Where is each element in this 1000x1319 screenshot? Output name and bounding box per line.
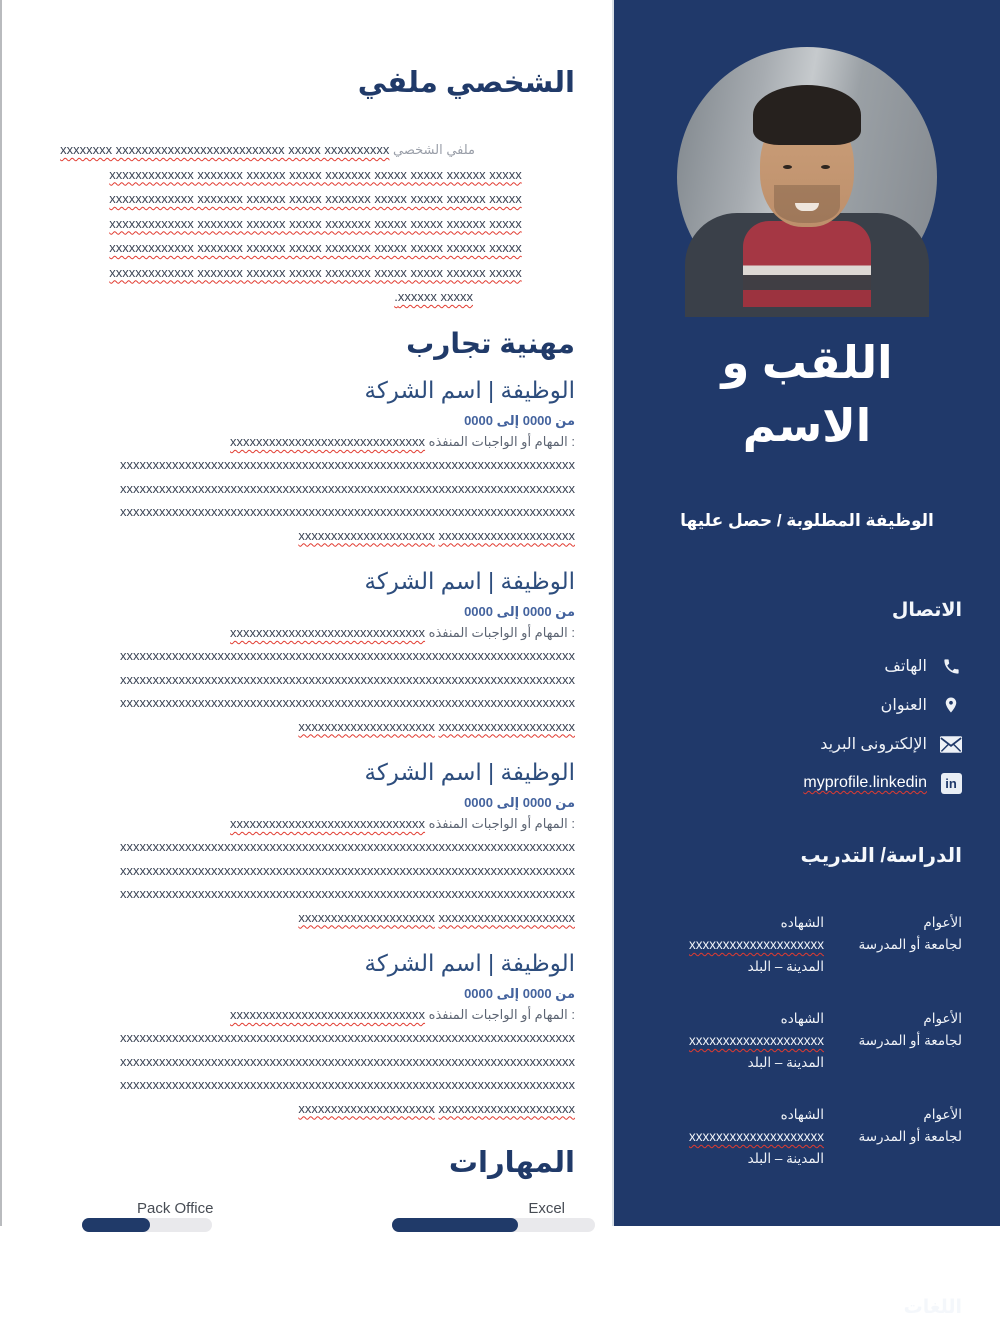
job-body-line: xxxxxxxxxxxxxxxxxxxxxxxxxxxxxxxxxxxxxxxxxxxxxxxxxxxxxxxxxxxxxxxxxxxxxx: [120, 504, 575, 520]
contact-row-phone: [652, 655, 962, 677]
photo-shirt-shape: [743, 221, 871, 307]
job-tasks-label: : المهام أو الواجبات المنفذه: [428, 816, 575, 832]
job-tasks-line: [30, 813, 575, 835]
job-title: الوظيفة | اسم الشركة: [364, 377, 575, 404]
profile-paragraph-line: xxxxxx xxxxx.: [394, 289, 473, 305]
job-body-line: xxxxxxxxxxxxxxxxxxxxxxxxxxxxxxxxxxxxxxxxxxxxxxxxxxxxxxxxxxxxxxxxxxxxxx: [120, 480, 575, 496]
school-label: لجامعة أو المدرسة: [858, 1033, 962, 1048]
years-label: الأعوام: [923, 1011, 962, 1026]
profile-paragraph: [30, 138, 575, 310]
photo-eye-shape: [821, 165, 830, 169]
location-text: المدينة – البلد: [747, 959, 824, 974]
skill-label-pack-office: Pack Office: [137, 1200, 214, 1217]
degree-line: [652, 1104, 824, 1148]
email-envelope-icon: [940, 733, 962, 755]
job-entry: [30, 756, 575, 929]
profile-photo: [677, 47, 937, 307]
job-entry: [30, 565, 575, 738]
job-period: من 0000 إلى 0000: [464, 795, 575, 811]
placeholder-text: xxxxxxxxxxxxxxxxxxxxx: [298, 1100, 435, 1116]
placeholder-text: xxxxxxxxxxxxxxxxxxxxx: [438, 718, 575, 734]
education-labels: [844, 912, 962, 978]
skill-progress-fill: [82, 1218, 150, 1232]
skills-section-heading: المهارات: [448, 1147, 575, 1180]
location-pin-icon: [940, 694, 962, 716]
job-body-line: xxxxxxxxxxxxxxxxxxxxxxxxxxxxxxxxxxxxxxxxxxxxxxxxxxxxxxxxxxxxxxxxxxxxxx: [120, 862, 575, 878]
placeholder-text: xxxxxxxxxxxxxxxxxxxxx: [438, 1100, 575, 1116]
job-last-line: [30, 1097, 575, 1121]
placeholder-text: xxxxxxxxxxxxxxxxxxxx: [689, 937, 824, 952]
job-title: الوظيفة | اسم الشركة: [364, 759, 575, 786]
education-values: [652, 1008, 824, 1074]
school-label: لجامعة أو المدرسة: [858, 1129, 962, 1144]
placeholder-text: xxxxxxxxxxxxxxxxxxxx: [689, 1129, 824, 1144]
job-body-line: xxxxxxxxxxxxxxxxxxxxxxxxxxxxxxxxxxxxxxxxxxxxxxxxxxxxxxxxxxxxxxxxxxxxxx: [120, 1077, 575, 1093]
contact-list: [652, 655, 962, 794]
job-body-line: xxxxxxxxxxxxxxxxxxxxxxxxxxxxxxxxxxxxxxxxxxxxxxxxxxxxxxxxxxxxxxxxxxxxxx: [120, 839, 575, 855]
candidate-job-subtitle: الوظيفة المطلوبة / حصل عليها: [680, 511, 934, 530]
profile-paragraph-line: xxxxxxxxxxxxx xxxxxxx xxxxxx xxxxx xxxxxxx xxxxx xxxxx xxxxxx xxxxx: [109, 191, 522, 207]
job-tasks-label: : المهام أو الواجبات المنفذه: [428, 625, 575, 641]
languages-section-heading: اللغات: [903, 1297, 962, 1318]
education-entry: [652, 1104, 962, 1170]
education-values: [652, 912, 824, 978]
skill-progress-bar-excel: [392, 1218, 595, 1232]
location-text: المدينة – البلد: [747, 1151, 824, 1166]
placeholder-text: xxxxxxxxxxxxxxxxxxxxxxxxxxxxxx: [230, 434, 426, 450]
skill-label-excel: Excel: [528, 1200, 565, 1217]
degree-label: الشهاده: [780, 915, 824, 930]
education-entry: [652, 912, 962, 978]
contact-section-heading: الاتصال: [891, 600, 962, 621]
years-label: الأعوام: [923, 1107, 962, 1122]
skill-progress-bar-pack-office: [82, 1218, 212, 1232]
job-title: الوظيفة | اسم الشركة: [364, 950, 575, 977]
school-label: لجامعة أو المدرسة: [858, 937, 962, 952]
job-last-line: [30, 715, 575, 739]
placeholder-text: xxxxxxxxxxxxxxxxxxxxxxxxxxxxxx: [230, 625, 426, 641]
profile-paragraph-line: xxxxxxxxxxxxx xxxxxxx xxxxxx xxxxx xxxxxxx xxxxx xxxxx xxxxxx xxxxx: [109, 240, 522, 256]
placeholder-text: xxxxxxxxxxxxxxxxxxxxxxxxxxxxxx: [230, 1007, 426, 1023]
job-body-line: xxxxxxxxxxxxxxxxxxxxxxxxxxxxxxxxxxxxxxxxxxxxxxxxxxxxxxxxxxxxxxxxxxxxxx: [120, 457, 575, 473]
years-label: الأعوام: [923, 915, 962, 930]
job-body-line: xxxxxxxxxxxxxxxxxxxxxxxxxxxxxxxxxxxxxxxxxxxxxxxxxxxxxxxxxxxxxxxxxxxxxx: [120, 648, 575, 664]
email-label: الإلكترونى البريد: [820, 736, 927, 753]
contact-row-linkedin: [652, 772, 962, 794]
contact-row-email: [652, 733, 962, 755]
placeholder-text: xxxxxxxxxxxxxxxxxxxx: [689, 1033, 824, 1048]
phone-icon: [940, 655, 962, 677]
job-tasks-line: [30, 1004, 575, 1026]
job-body-line: xxxxxxxxxxxxxxxxxxxxxxxxxxxxxxxxxxxxxxxxxxxxxxxxxxxxxxxxxxxxxxxxxxxxxx: [120, 671, 575, 687]
job-last-line: [30, 524, 575, 548]
linkedin-glyph: in: [941, 773, 962, 794]
job-title: الوظيفة | اسم الشركة: [364, 568, 575, 595]
placeholder-text: xxxxxxxxxxxxxxxxxxxxx: [298, 527, 435, 543]
sidebar: [612, 0, 1000, 1318]
job-period: من 0000 إلى 0000: [464, 413, 575, 429]
job-body-line: xxxxxxxxxxxxxxxxxxxxxxxxxxxxxxxxxxxxxxxxxxxxxxxxxxxxxxxxxxxxxxxxxxxxxx: [120, 1053, 575, 1069]
placeholder-text: xxxxxxxxxxxxxxxxxxxxx: [298, 909, 435, 925]
education-values: [652, 1104, 824, 1170]
linkedin-profile-link[interactable]: myprofile.linkedin: [803, 774, 927, 791]
photo-hair-shape: [753, 85, 861, 145]
education-labels: [844, 1104, 962, 1170]
profile-paragraph-line: xxxxxxxxxxxxx xxxxxxx xxxxxx xxxxx xxxxxxx xxxxx xxxxx xxxxxx xxxxx: [109, 215, 522, 231]
education-entry: [652, 1008, 962, 1074]
job-last-line: [30, 906, 575, 930]
phone-label: الهاتف: [884, 658, 927, 675]
placeholder-text: xxxxxxxxxxxxxxxxxxxxxxxxxxxxxx: [230, 816, 426, 832]
degree-line: [652, 912, 824, 956]
job-tasks-label: : المهام أو الواجبات المنفذه: [428, 434, 575, 450]
profile-paragraph-line: xxxxxxxxxxxxx xxxxxxx xxxxxx xxxxx xxxxxxx xxxxx xxxxx xxxxxx xxxxx: [109, 264, 522, 280]
profile-intro-text: ملفي الشخصي: [393, 142, 475, 158]
linkedin-icon: [940, 772, 962, 794]
job-entry: [30, 947, 575, 1120]
photo-eye-shape: [783, 165, 792, 169]
contact-row-address: [652, 694, 962, 716]
profile-paragraph-line: [30, 138, 575, 163]
job-tasks-line: [30, 431, 575, 453]
placeholder-text: xxxxxxxx xxxxxxxxxxxxxxxxxxxxxxxxxx xxxxx xxxxxxxxxx: [60, 142, 390, 158]
job-body-line: xxxxxxxxxxxxxxxxxxxxxxxxxxxxxxxxxxxxxxxxxxxxxxxxxxxxxxxxxxxxxxxxxxxxxx: [120, 695, 575, 711]
degree-line: [652, 1008, 824, 1052]
job-entry: [30, 374, 575, 547]
location-text: المدينة – البلد: [747, 1055, 824, 1070]
job-body-line: xxxxxxxxxxxxxxxxxxxxxxxxxxxxxxxxxxxxxxxxxxxxxxxxxxxxxxxxxxxxxxxxxxxxxx: [120, 1030, 575, 1046]
placeholder-text: xxxxxxxxxxxxxxxxxxxxx: [298, 718, 435, 734]
job-body-line: xxxxxxxxxxxxxxxxxxxxxxxxxxxxxxxxxxxxxxxxxxxxxxxxxxxxxxxxxxxxxxxxxxxxxx: [120, 886, 575, 902]
placeholder-text: xxxxxxxxxxxxxxxxxxxxx: [438, 909, 575, 925]
candidate-name: اللقب و الاسم: [721, 337, 893, 451]
job-tasks-line: [30, 622, 575, 644]
degree-label: الشهاده: [780, 1107, 824, 1122]
profile-section-heading: الشخصي ملفي: [357, 67, 575, 99]
profile-paragraph-line: xxxxxxxxxxxxx xxxxxxx xxxxxx xxxxx xxxxxxx xxxxx xxxxx xxxxxx xxxxx: [109, 166, 522, 182]
education-section-heading: الدراسة/ التدريب: [800, 845, 962, 867]
job-period: من 0000 إلى 0000: [464, 604, 575, 620]
address-label: العنوان: [880, 697, 927, 714]
placeholder-text: xxxxxxxxxxxxxxxxxxxxx: [438, 527, 575, 543]
job-tasks-label: : المهام أو الواجبات المنفذه: [428, 1007, 575, 1023]
degree-label: الشهاده: [780, 1011, 824, 1026]
skill-progress-fill: [392, 1218, 518, 1232]
job-period: من 0000 إلى 0000: [464, 986, 575, 1002]
experience-section-heading: مهنية تجارب: [406, 327, 575, 359]
education-labels: [844, 1008, 962, 1074]
